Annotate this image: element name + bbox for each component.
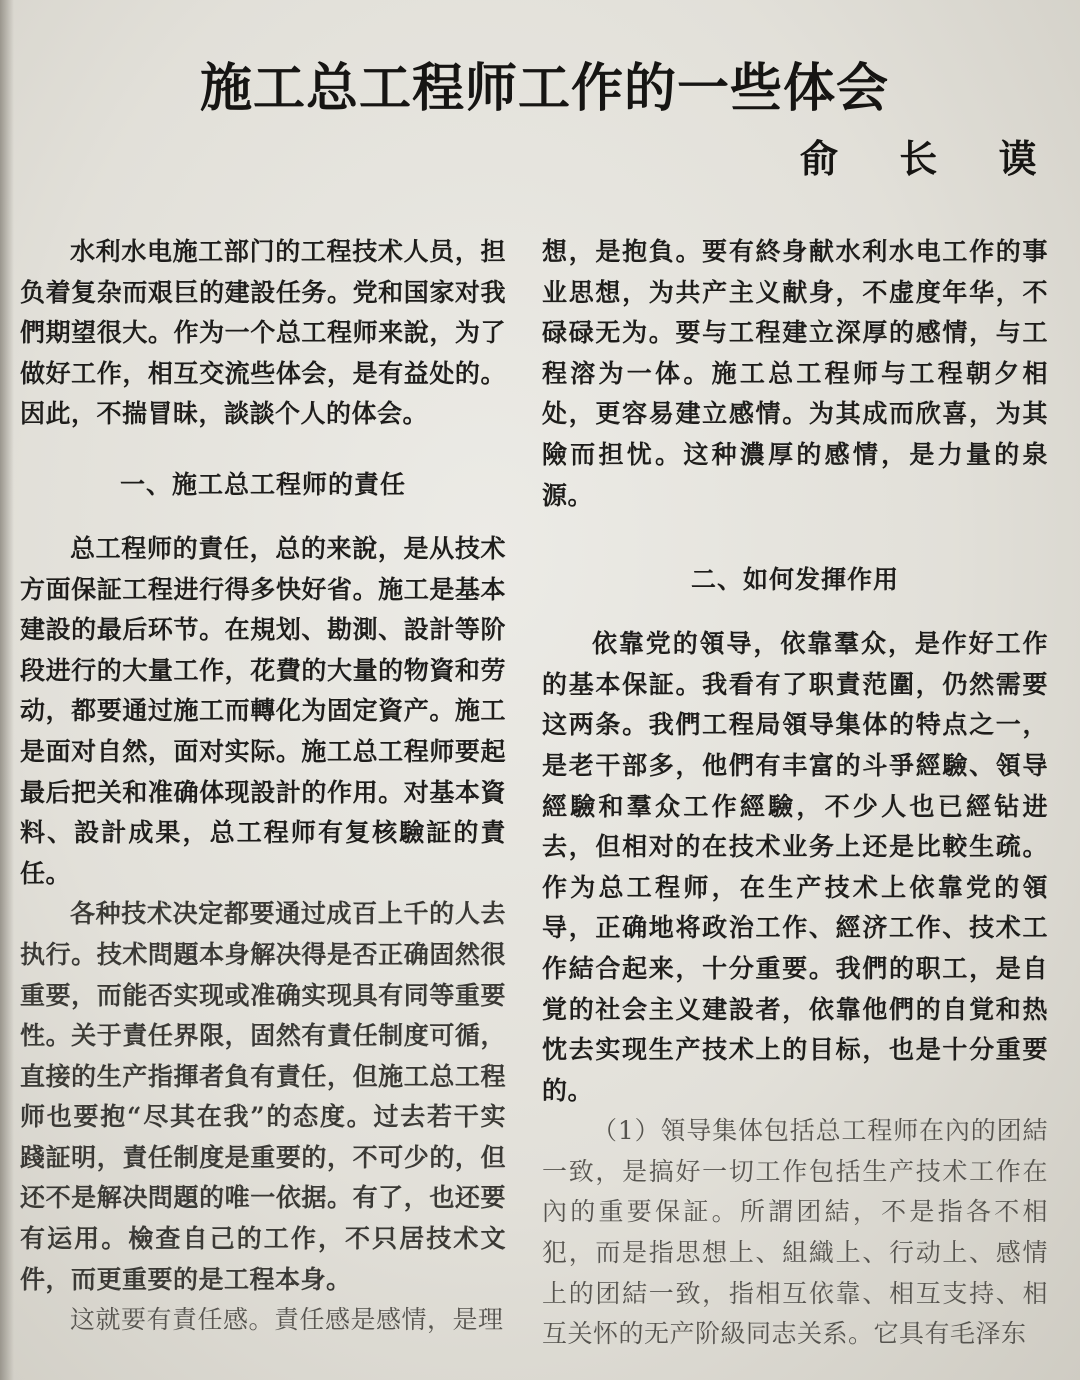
intro-paragraph: 水利水电施工部门的工程技术人员，担负着复杂而艰巨的建設任务。党和国家对我們期望很大。作为一个总工程师来說，为了做好工作，相互交流些体会，是有益处的。因此，不揣冒昧，談談个人的体会。 xyxy=(20,237,506,429)
paragraph-unity: （1）領导集体包括总工程师在內的团結一致，是搞好一切工作包括生产技术工作在內的重要保証。所謂团結，不是指各不相犯，而是指思想上、組織上、行动上、感情上的团結一致，指相互依靠、相互支持、相互关怀的无产阶級同志关系。它具有毛泽东 xyxy=(542,1116,1048,1349)
paragraph-responsibility: 总工程师的責任，总的来說，是从技术方面保証工程进行得多快好省。施工是基本建設的最后环节。在規划、勘測、設計等阶段进行的大量工作，花費的大量的物資和劳动，都要通过施工而轉化为固定資产。施工是面对自然，面对实际。施工总工程师要起最后把关和准确体现設計的作用。对基本資料、設計成果，总工程师有复核驗証的責任。 xyxy=(20,533,506,888)
paragraph-technical-decisions: 各种技术决定都要通过成百上千的人去执行。技术問題本身解决得是否正确固然很重要，而能否实现或准确实现具有同等重要性。关于責任界限，固然有責任制度可循，直接的生产指揮者負有責任，但施工总工程师也要抱“尽其在我”的态度。过去若干实踐証明，責任制度是重要的，不可少的，但还不是解决問題的唯一依据。有了，也还要有运用。檢查自己的工作，不只居技术文件，而更重要的是工程本身。 xyxy=(20,899,506,1294)
paragraph-sense-of-responsibility: 这就要有責任感。責任感是感情，是理 xyxy=(70,1305,504,1335)
right-column xyxy=(542,232,1048,1372)
paragraph-party-leadership: 依靠党的領导，依靠羣众，是作好工作的基本保証。我看有了职責范圍，仍然需要这两条。我們工程局領导集体的特点之一，是老干部多，他們有丰富的斗爭經驗、領导經驗和羣众工作經驗，不少人也已經钻进去，但相对的在技术业务上还是比較生疏。作为总工程师，在生产技术上依靠党的領导，正确地将政治工作、經济工作、技术工作結合起来，十分重要。我們的职工，是自覚的社会主义建設者，依靠他們的自覚和热忱去实现生产技术上的目标，也是十分重要的。 xyxy=(542,629,1048,1105)
section-2-heading: 二、如何发揮作用 xyxy=(690,565,899,595)
page-edge-shadow xyxy=(0,0,14,1380)
section-1-heading: 一、施工总工程师的責任 xyxy=(119,469,406,499)
article-title: 施工总工程师工作的一些体会 xyxy=(200,59,890,119)
left-column xyxy=(20,232,506,1372)
article-author: 俞 长 谟 xyxy=(800,137,1061,181)
paragraph-continuation: 想，是抱負。要有終身献水利水电工作的事业思想，为共产主义献身，不虚度年华，不碌碌无为。要与工程建立深厚的感情，与工程溶为一体。施工总工程师与工程朝夕相处，更容易建立感情。为其成而欣喜，为其險而担忧。这种濃厚的感情，是力量的泉源。 xyxy=(542,237,1048,510)
